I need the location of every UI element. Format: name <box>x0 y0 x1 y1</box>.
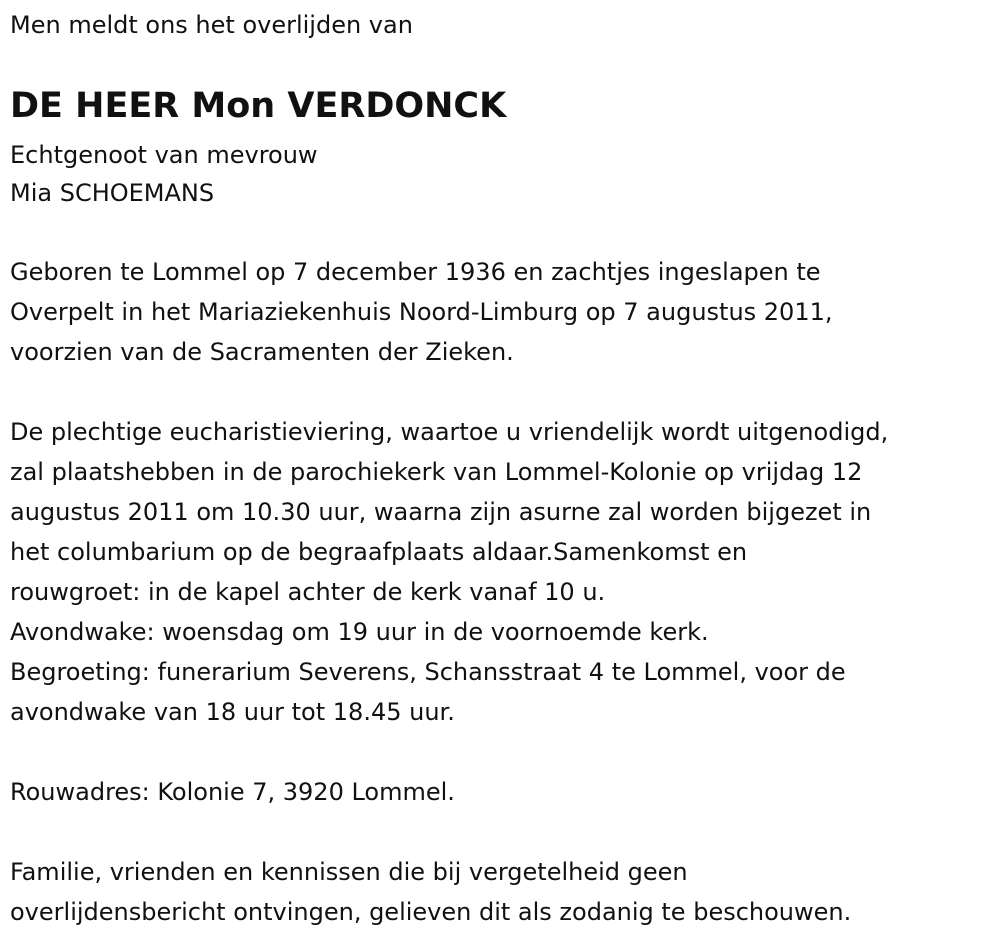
ceremony-line: rouwgroet: in de kapel achter de kerk vanaf 10 u. <box>10 578 606 606</box>
closing-line: overlijdensbericht ontvingen, gelieven dit als zodanig te beschouwen. <box>10 898 852 926</box>
birth-line: voorzien van de Sacramenten der Zieken. <box>10 338 514 366</box>
ceremony-line: De plechtige eucharistieviering, waartoe u vriendelijk wordt uitgenodigd, <box>10 418 889 446</box>
deceased-name: DE HEER Mon VERDONCK <box>10 86 507 126</box>
spouse-name: Mia SCHOEMANS <box>10 179 215 207</box>
closing-line: Familie, vrienden en kennissen die bij vergetelheid geen <box>10 858 688 886</box>
ceremony-line: het columbarium op de begraafplaats aldaar.Samenkomst en <box>10 538 748 566</box>
intro-text: Men meldt ons het overlijden van <box>10 11 413 39</box>
ceremony-line: Begroeting: funerarium Severens, Schansstraat 4 te Lommel, voor de <box>10 658 846 686</box>
spouse-line: Echtgenoot van mevrouw <box>10 141 318 169</box>
birth-line: Overpelt in het Mariaziekenhuis Noord-Limburg op 7 augustus 2011, <box>10 298 833 326</box>
ceremony-line: avondwake van 18 uur tot 18.45 uur. <box>10 698 455 726</box>
birth-line: Geboren te Lommel op 7 december 1936 en zachtjes ingeslapen te <box>10 258 821 286</box>
mourning-address: Rouwadres: Kolonie 7, 3920 Lommel. <box>10 778 455 806</box>
ceremony-line: Avondwake: woensdag om 19 uur in de voornoemde kerk. <box>10 618 709 646</box>
ceremony-line: zal plaatshebben in de parochiekerk van Lommel-Kolonie op vrijdag 12 <box>10 458 863 486</box>
ceremony-line: augustus 2011 om 10.30 uur, waarna zijn asurne zal worden bijgezet in <box>10 498 872 526</box>
